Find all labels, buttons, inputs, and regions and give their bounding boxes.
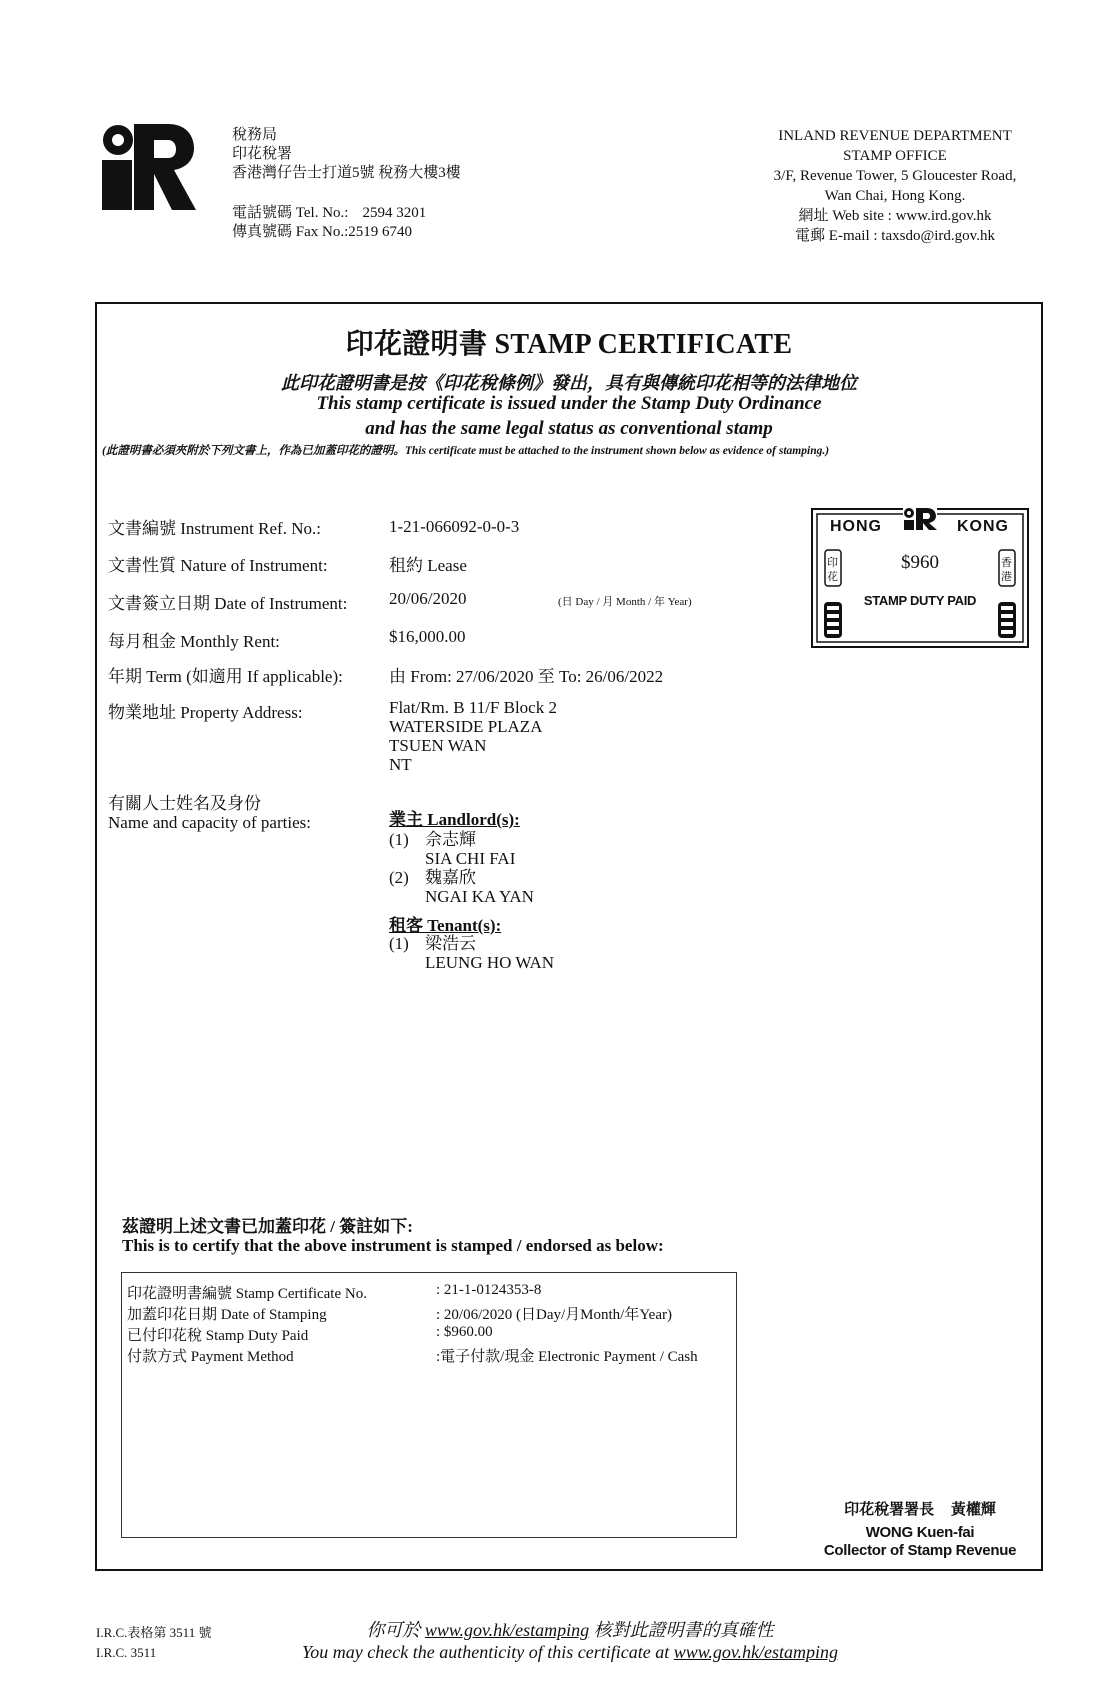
date-format-hint: (日 Day / 月 Month / 年 Year) xyxy=(558,596,692,608)
subtitle-en-1: This stamp certificate is issued under the Stamp Duty Ordinance xyxy=(316,393,822,414)
endorsement-label: 已付印花稅 Stamp Duty Paid xyxy=(127,1328,309,1344)
date-label: 文書簽立日期 Date of Instrument: xyxy=(108,594,348,613)
verify-note-cn xyxy=(200,1616,940,1642)
header-right-address xyxy=(740,126,1050,246)
ref-value: 1-21-066092-0-0-3 xyxy=(389,517,520,536)
estamping-link[interactable]: www.gov.hk/estamping xyxy=(673,1642,839,1662)
endorsement-label: 加蓋印花日期 Date of Stamping xyxy=(127,1307,327,1323)
header-left-address xyxy=(232,126,461,242)
address-line: TSUEN WAN xyxy=(389,736,487,755)
address-line: WATERSIDE PLAZA xyxy=(389,717,543,736)
stamp-left-seal: 印花 xyxy=(827,557,838,583)
date-value: 20/06/2020 xyxy=(389,589,467,608)
endorsement-value: : 20/06/2020 (日Day/月Month/年Year) xyxy=(436,1307,672,1323)
property-address xyxy=(389,698,557,774)
endorsement-value: : $960.00 xyxy=(436,1324,493,1340)
address-line: 3/F, Revenue Tower, 5 Gloucester Road, xyxy=(773,168,1017,184)
fax-value: 2519 6740 xyxy=(348,224,413,240)
stamp-hong: HONG xyxy=(830,518,882,535)
parties-label xyxy=(108,794,311,832)
stamp-kong: KONG xyxy=(957,518,1009,535)
landlord-name xyxy=(425,868,534,906)
header-cn-line: 稅務局 xyxy=(232,127,278,143)
name-cn: 佘志輝 xyxy=(425,830,476,849)
tenant-heading: 租客 Tenant(s): xyxy=(389,916,502,935)
name-en: NGAI KA YAN xyxy=(425,887,534,906)
endorsement-value: : 21-1-0124353-8 xyxy=(436,1282,542,1298)
stamp-right-seal: 香港 xyxy=(1001,557,1012,583)
parties-label-en: Name and capacity of parties: xyxy=(108,813,311,832)
party-number: (1) xyxy=(389,830,409,849)
collector-signature-block xyxy=(760,1524,1080,1560)
nature-label: 文書性質 Nature of Instrument: xyxy=(108,556,328,575)
rent-value: $16,000.00 xyxy=(389,627,466,646)
fax-label: 傳真號碼 Fax No.: xyxy=(232,224,349,240)
name-en: SIA CHI FAI xyxy=(425,849,516,868)
form-number-cn: I.R.C.表格第 3511 號 xyxy=(96,1625,212,1640)
subtitle-en-2: and has the same legal status as conventional stamp xyxy=(365,418,773,439)
name-cn: 魏嘉欣 xyxy=(425,868,476,887)
landlord-heading: 業主 Landlord(s): xyxy=(389,810,520,829)
address-line: Flat/Rm. B 11/F Block 2 xyxy=(389,698,557,717)
header-cn-line: 香港灣仔告士打道5號 稅務大樓3樓 xyxy=(232,165,461,181)
tel-label: 電話號碼 Tel. No.: xyxy=(232,205,349,221)
address-label: 物業地址 Property Address: xyxy=(108,703,303,722)
name-cn: 梁浩云 xyxy=(425,934,476,953)
collector-title: Collector of Stamp Revenue xyxy=(823,1542,1017,1559)
landlord-name xyxy=(425,830,515,868)
collector-cn: 印花稅署署長 黃權輝 xyxy=(844,1501,996,1518)
verify-text: 你可於 xyxy=(366,1620,425,1640)
term-label: 年期 Term (如適用 If applicable): xyxy=(108,667,343,686)
endorsement-value: :電子付款/現金 Electronic Payment / Cash xyxy=(436,1349,698,1365)
name-en: LEUNG HO WAN xyxy=(425,953,555,972)
verify-text: You may check the authenticity of this certificate at xyxy=(301,1642,674,1662)
nature-value: 租約 Lease xyxy=(389,556,467,575)
website: 網址 Web site : www.ird.gov.hk xyxy=(798,208,992,224)
tenant-name xyxy=(425,934,554,972)
office-name: STAMP OFFICE xyxy=(843,148,947,164)
attachment-notice: (此證明書必須夾附於下列文書上，作為已加蓋印花的證明。This certificate must be attached to the instrument shown below as evidence of stamping.) xyxy=(102,445,830,457)
certificate-title: 印花證明書 STAMP CERTIFICATE xyxy=(345,329,793,360)
rent-label: 每月租金 Monthly Rent: xyxy=(108,632,280,651)
parties-label-cn: 有關人士姓名及身份 xyxy=(108,794,261,813)
verify-text: 核對此證明書的真確性 xyxy=(589,1620,774,1640)
party-number: (1) xyxy=(389,934,409,953)
collector-name: WONG Kuen-fai xyxy=(865,1524,975,1541)
stamp-amount: $960 xyxy=(901,552,939,573)
certify-line-en: This is to certify that the above instrument is stamped / endorsed as below: xyxy=(122,1236,664,1255)
address-line: NT xyxy=(389,755,412,774)
verify-note-en xyxy=(200,1642,940,1663)
certify-line-cn: 茲證明上述文書已加蓋印花 / 簽註如下: xyxy=(122,1217,413,1236)
tel-value: 2594 3201 xyxy=(362,205,427,221)
party-number: (2) xyxy=(389,868,409,887)
ref-label: 文書編號 Instrument Ref. No.: xyxy=(108,519,321,538)
address-line: Wan Chai, Hong Kong. xyxy=(824,188,966,204)
endorsement-label: 付款方式 Payment Method xyxy=(127,1349,294,1365)
stamp-paid-text: STAMP DUTY PAID xyxy=(863,593,977,608)
estamping-link[interactable]: www.gov.hk/estamping xyxy=(424,1620,590,1640)
header-cn-line: 印花稅署 xyxy=(232,146,293,162)
dept-name: INLAND REVENUE DEPARTMENT xyxy=(778,128,1012,144)
subtitle-cn: 此印花證明書是按《印花稅條例》發出，具有與傳統印花相等的法律地位 xyxy=(281,373,857,393)
email: 電郵 E-mail : taxsdo@ird.gov.hk xyxy=(795,228,995,244)
form-number-en: I.R.C. 3511 xyxy=(96,1645,157,1660)
ird-logo xyxy=(102,124,196,210)
endorsement-label: 印花證明書編號 Stamp Certificate No. xyxy=(127,1286,367,1302)
term-value: 由 From: 27/06/2020 至 To: 26/06/2022 xyxy=(389,667,664,686)
